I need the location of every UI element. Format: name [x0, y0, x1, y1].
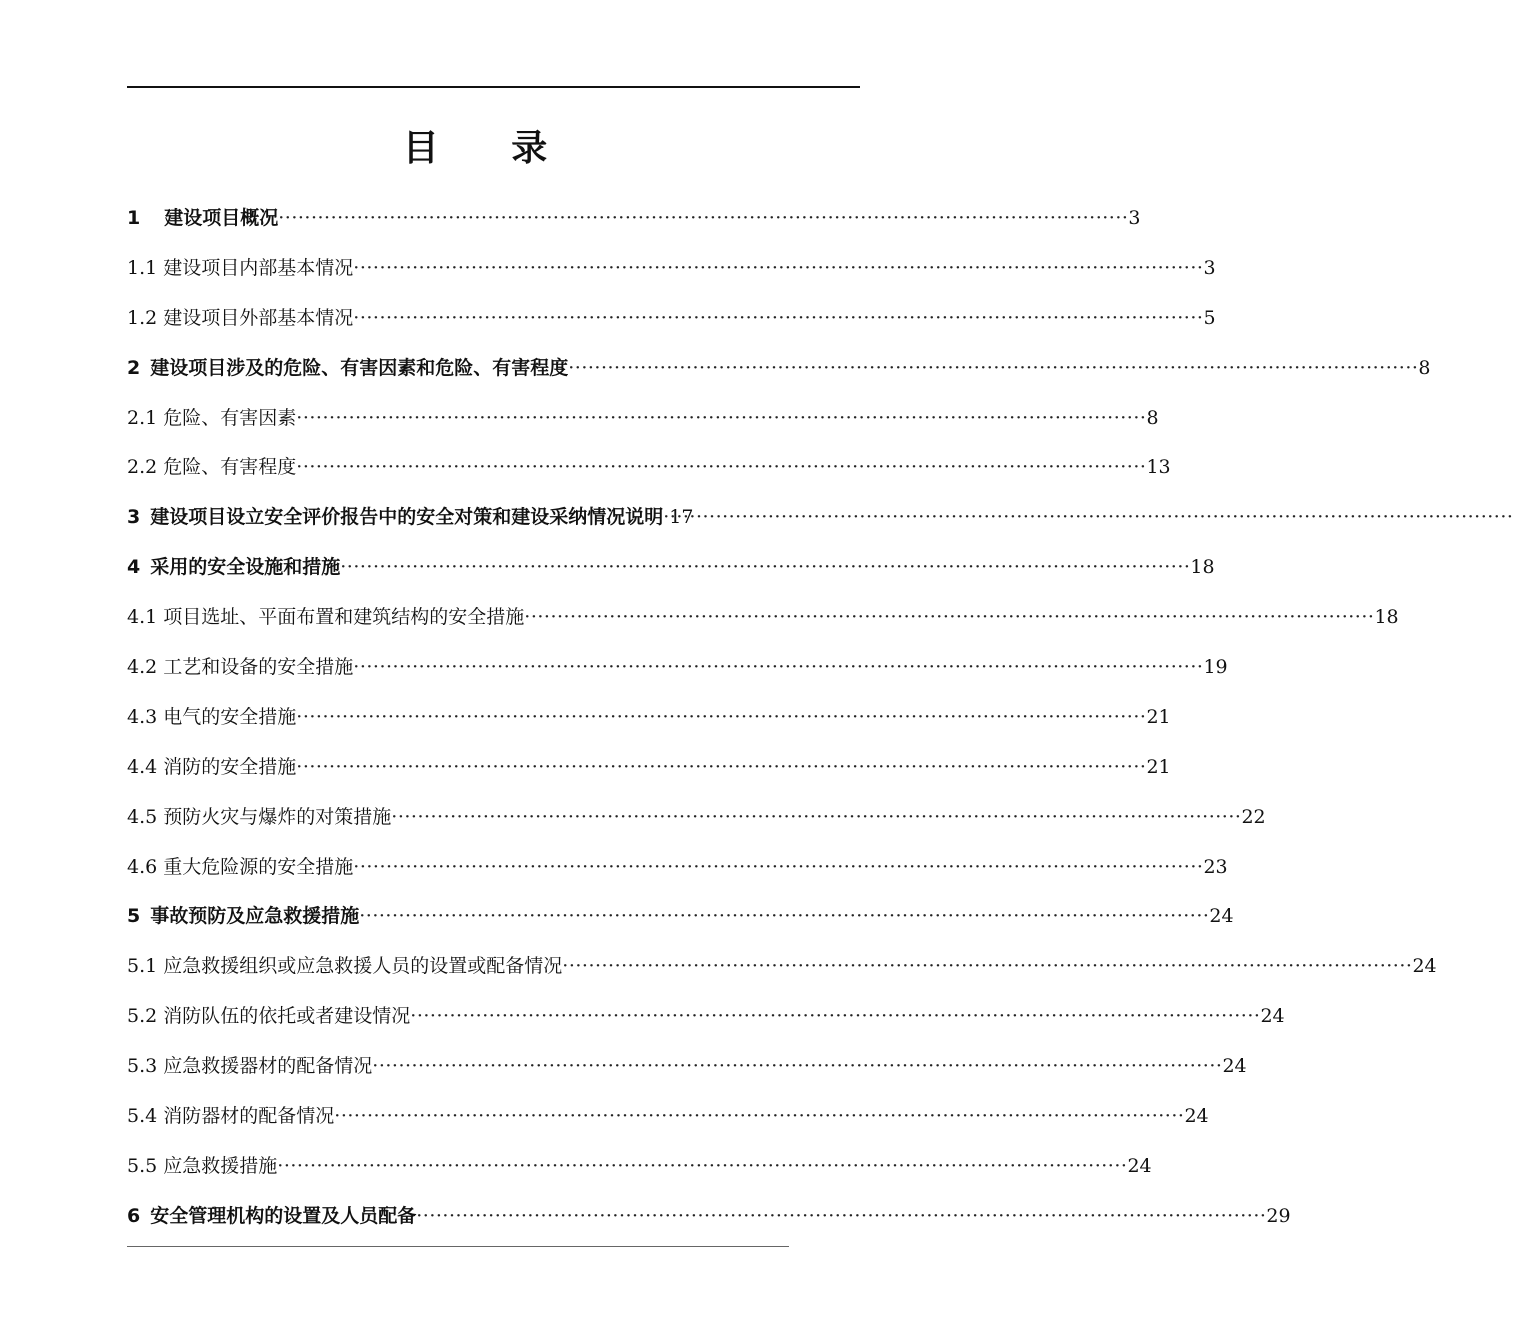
toc-entry-page: 22 [1241, 805, 1266, 828]
toc-entry[interactable] [127, 643, 1228, 693]
toc-entry-number: 5.3 [127, 1055, 158, 1078]
toc-entry[interactable] [127, 344, 1431, 394]
toc-entry[interactable] [127, 493, 765, 543]
toc-entry[interactable] [127, 793, 1266, 843]
toc-entry-title[interactable]: 消防器材的配备情况 [163, 1105, 335, 1128]
toc-entry[interactable] [127, 992, 1285, 1042]
toc-entry-title[interactable]: 电气的安全措施 [163, 705, 297, 728]
toc-entry[interactable] [127, 892, 1234, 942]
toc-entry-page: 18 [1374, 606, 1399, 629]
toc-dot-leader [353, 843, 1203, 893]
toc-entry[interactable] [127, 443, 1171, 493]
toc-entry-title[interactable]: 建设项目涉及的危险、有害因素和危险、有害程度 [150, 356, 569, 379]
toc-entry-title[interactable]: 危险、有害因素 [163, 406, 297, 429]
toc-entry-page: 8 [1418, 356, 1431, 379]
toc-dot-leader [410, 992, 1260, 1042]
toc-entry[interactable] [127, 394, 1159, 444]
toc-entry-title[interactable]: 应急救援组织或应急救援人员的设置或配备情况 [163, 955, 563, 978]
toc-entry-page: 24 [1260, 1005, 1285, 1028]
toc-dot-leader [296, 693, 1146, 743]
toc-entry-title[interactable]: 消防的安全措施 [163, 755, 297, 778]
toc-dot-leader [359, 892, 1209, 942]
toc-entry-page: 24 [1412, 955, 1437, 978]
toc-entry-number: 4.2 [127, 656, 158, 679]
toc-dot-leader [334, 1092, 1184, 1142]
toc-entry[interactable] [127, 1192, 1291, 1242]
toc-entry-title[interactable]: 消防队伍的依托或者建设情况 [163, 1005, 411, 1028]
toc-entry-page: 29 [1266, 1204, 1291, 1227]
toc-dot-leader [340, 543, 1190, 593]
toc-entry[interactable] [127, 942, 1437, 992]
toc-entry-title[interactable]: 应急救援器材的配备情况 [163, 1055, 373, 1078]
toc-entry-page: 13 [1146, 456, 1171, 479]
toc-dot-leader [353, 294, 1203, 344]
toc-entry-title[interactable]: 预防火灾与爆炸的对策措施 [163, 805, 392, 828]
toc-entry-page: 24 [1184, 1105, 1209, 1128]
toc-entry-title[interactable]: 工艺和设备的安全措施 [163, 656, 354, 679]
toc-entry-title[interactable]: 采用的安全设施和措施 [150, 556, 341, 579]
toc-entry-page: 24 [1127, 1154, 1152, 1177]
toc-entry-number: 5.1 [127, 955, 158, 978]
toc-entry-page: 3 [1128, 207, 1141, 229]
toc-dot-leader [296, 394, 1146, 444]
toc-entry-number: 4.3 [127, 705, 158, 728]
toc-dot-leader [524, 593, 1374, 643]
toc-entry[interactable] [127, 244, 1216, 294]
toc-entry-number: 4.4 [127, 755, 158, 778]
toc-entry-title[interactable]: 重大危险源的安全措施 [163, 855, 354, 878]
toc-entry-number: 1.2 [127, 306, 158, 329]
toc-entry-title[interactable]: 事故预防及应急救援措施 [150, 905, 360, 928]
toc-entry-page: 18 [1190, 556, 1215, 579]
toc-dot-leader [416, 1192, 1266, 1242]
toc-entry-page: 21 [1146, 705, 1171, 728]
toc-dot-leader [277, 1142, 1127, 1192]
toc-entry-number: 3 [127, 506, 141, 529]
toc-dot-leader [353, 643, 1203, 693]
toc-entry-title[interactable]: 建设项目内部基本情况 [163, 256, 354, 279]
toc-entry-page: 5 [1203, 306, 1216, 329]
toc-entry-number: 4.1 [127, 606, 158, 629]
toc-entry-number: 4 [127, 556, 141, 579]
toc-entry-title[interactable]: 应急救援措施 [163, 1154, 278, 1177]
toc-dot-leader [372, 1042, 1222, 1092]
toc-entry-page: 17 [669, 506, 694, 529]
page-title: 目 录 [402, 128, 578, 169]
toc-dot-leader [391, 793, 1241, 843]
toc-dot-leader [278, 194, 1128, 244]
toc-entry-number: 2.1 [127, 406, 158, 429]
toc-entry-title[interactable]: 危险、有害程度 [163, 456, 297, 479]
toc-entry[interactable] [127, 693, 1171, 743]
toc-entry-number: 5.5 [127, 1154, 158, 1177]
toc-dot-leader [296, 743, 1146, 793]
toc-entry-number: 4.6 [127, 855, 158, 878]
toc-entry-page: 19 [1203, 656, 1228, 679]
toc-entry-page: 24 [1209, 905, 1234, 928]
toc-dot-leader [296, 443, 1146, 493]
toc-entry-number: 2 [127, 356, 141, 379]
toc-entry[interactable] [127, 194, 1141, 244]
toc-entry[interactable] [127, 743, 1171, 793]
toc-entry-number: 6 [127, 1204, 141, 1227]
toc-entry[interactable] [127, 1142, 1152, 1192]
footer-rule [127, 1246, 789, 1247]
table-of-contents [127, 194, 1437, 1242]
toc-entry-page: 3 [1203, 256, 1216, 279]
toc-entry-number: 5.2 [127, 1005, 158, 1028]
header-rule [127, 86, 860, 88]
toc-entry-number: 1.1 [127, 256, 158, 279]
toc-entry-page: 23 [1203, 855, 1228, 878]
toc-entry-page: 24 [1222, 1055, 1247, 1078]
toc-entry-title[interactable]: 安全管理机构的设置及人员配备 [150, 1204, 417, 1227]
toc-dot-leader [562, 942, 1412, 992]
toc-dot-leader [353, 244, 1203, 294]
toc-entry-title[interactable]: 项目选址、平面布置和建筑结构的安全措施 [163, 606, 525, 629]
toc-entry-number: 1 [127, 207, 141, 229]
toc-entry-title[interactable]: 建设项目设立安全评价报告中的安全对策和建设采纳情况说明 [150, 506, 664, 529]
toc-entry[interactable] [127, 843, 1228, 893]
toc-entry[interactable] [127, 1092, 1209, 1142]
toc-entry-title[interactable]: 建设项目外部基本情况 [163, 306, 354, 329]
toc-entry-number: 5 [127, 905, 141, 928]
toc-entry[interactable] [127, 1042, 1247, 1092]
toc-entry[interactable] [127, 294, 1216, 344]
toc-entry[interactable] [127, 593, 1399, 643]
toc-entry-number: 5.4 [127, 1105, 158, 1128]
toc-entry-page: 8 [1146, 406, 1159, 429]
toc-entry-number: 4.5 [127, 805, 158, 828]
toc-entry-page: 21 [1146, 755, 1171, 778]
toc-entry-title[interactable]: 建设项目概况 [164, 207, 279, 229]
toc-entry[interactable] [127, 543, 1215, 593]
toc-dot-leader [568, 344, 1418, 394]
toc-entry-number: 2.2 [127, 456, 158, 479]
